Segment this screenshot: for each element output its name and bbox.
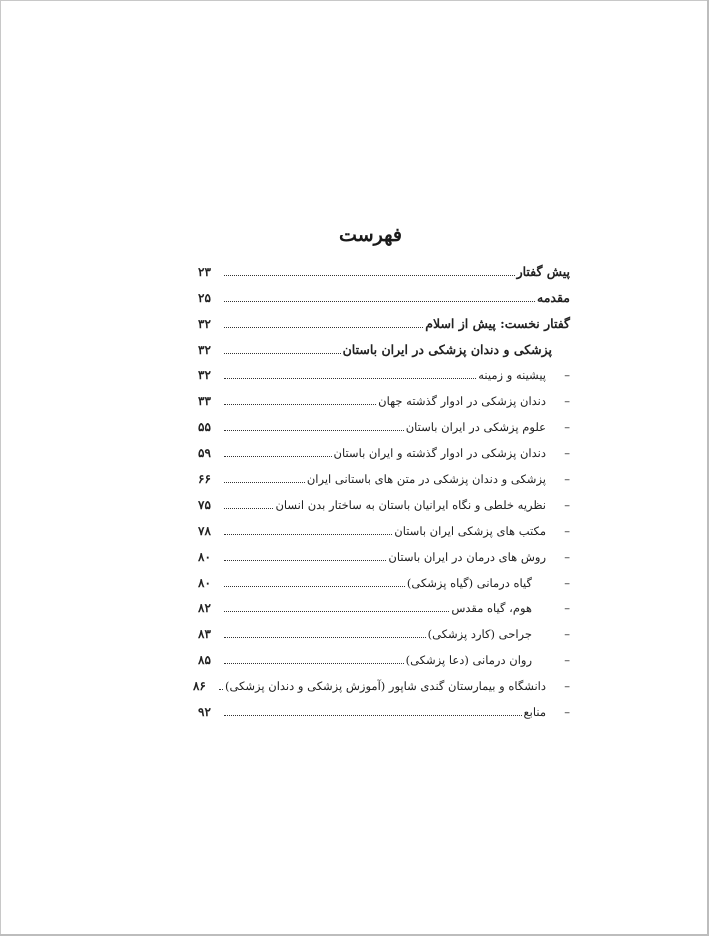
- toc-entry: [192, 667, 570, 694]
- toc-entry-bullet: –: [564, 368, 570, 383]
- toc-entry: [198, 564, 570, 590]
- toc-entry-label: مقدمه: [537, 289, 570, 305]
- toc-entry-bullet: –: [564, 601, 570, 616]
- toc-entry-bullet: –: [564, 420, 570, 435]
- toc-entry-bullet: –: [564, 523, 570, 538]
- toc-entry-label: دانشگاه و بیمارستان گندی شاپور (آموزش پزشکی و دندان پزشکی): [224, 679, 546, 694]
- toc-entry-label: هوم، گیاه مقدس: [451, 601, 532, 616]
- toc-entry-label: دندان پزشکی در ادوار گذشته جهان: [378, 394, 546, 409]
- toc-entry-page-number: ۲۵: [198, 290, 211, 305]
- dot-leader: [224, 637, 426, 638]
- toc-entry-page-number: ۸۰: [198, 575, 211, 590]
- toc-entry-label: پیش گفتار: [516, 263, 570, 279]
- toc-entry: [198, 357, 570, 383]
- dot-leader: [224, 456, 332, 457]
- dot-leader: [224, 534, 392, 535]
- toc-entry-label: مکتب های پزشکی ایران باستان: [394, 523, 546, 538]
- toc-entry-page-number: ۳۳: [198, 394, 211, 409]
- toc-title: فهرست: [339, 224, 402, 246]
- toc-entry-label: پزشکی و دندان پزشکی در ایران باستان: [342, 341, 552, 357]
- toc-entry: [198, 460, 570, 486]
- toc-entry: [198, 434, 570, 460]
- toc-entry-page-number: ۵۵: [198, 420, 211, 435]
- dot-leader: [224, 715, 522, 716]
- toc-entry: [198, 253, 570, 279]
- dot-leader: [224, 353, 341, 354]
- toc-entry: [198, 615, 570, 641]
- toc-entry-label: پزشکی و دندان پزشکی در متن های باستانی ایران: [306, 472, 546, 487]
- toc-entry-bullet: –: [564, 394, 570, 409]
- toc-entry-page-number: ۳۲: [198, 316, 211, 331]
- dot-leader: [224, 275, 515, 276]
- toc-entry: [198, 512, 570, 538]
- dot-leader: [224, 404, 376, 405]
- toc-entry-page-number: ۶۶: [198, 472, 211, 487]
- table-of-contents: [192, 253, 570, 720]
- dot-leader: [224, 482, 305, 483]
- dot-leader: [224, 586, 405, 587]
- toc-entry-bullet: –: [564, 472, 570, 487]
- dot-leader: [224, 430, 404, 431]
- toc-entry-page-number: ۵۹: [198, 446, 211, 461]
- toc-entry-label: پیشینه و زمینه: [478, 368, 546, 383]
- dot-leader: [224, 378, 476, 379]
- toc-entry: [198, 590, 570, 616]
- toc-entry: [198, 693, 570, 719]
- toc-entry-label: نظریه خلطی و نگاه ایرانیان باستان به ساختار بدن انسان: [275, 497, 546, 512]
- toc-entry-label: گفتار نخست: پیش از اسلام: [425, 315, 570, 331]
- toc-entry-bullet: –: [564, 497, 570, 512]
- dot-leader: [219, 689, 223, 690]
- toc-entry-label: روان درمانی (دعا پزشکی): [405, 653, 532, 668]
- toc-entry-bullet: –: [564, 549, 570, 564]
- toc-entry-page-number: ۸۳: [198, 627, 211, 642]
- toc-entry-page-number: ۸۲: [198, 601, 211, 616]
- toc-entry-label: علوم پزشکی در ایران باستان: [405, 420, 546, 435]
- toc-entry: [198, 279, 570, 305]
- toc-entry: [198, 486, 570, 512]
- dot-leader: [224, 560, 386, 561]
- toc-entry-bullet: –: [564, 627, 570, 642]
- toc-entry-bullet: –: [564, 653, 570, 668]
- toc-entry-page-number: ۸۶: [192, 679, 206, 694]
- toc-entry-bullet: –: [564, 679, 570, 694]
- dot-leader: [224, 301, 535, 302]
- toc-entry-bullet: –: [564, 446, 570, 461]
- dot-leader: [224, 508, 273, 509]
- toc-entry-page-number: ۷۸: [198, 523, 211, 538]
- toc-entry: [198, 408, 570, 434]
- toc-entry-label: دندان پزشکی در ادوار گذشته و ایران باستان: [333, 446, 546, 461]
- toc-entry-label: منابع: [523, 705, 546, 720]
- toc-entry-label: روش های درمان در ایران باستان: [388, 549, 546, 564]
- toc-entry-page-number: ۹۲: [198, 705, 211, 720]
- toc-entry-bullet: –: [564, 705, 570, 720]
- toc-entry: [198, 305, 570, 331]
- dot-leader: [224, 611, 449, 612]
- toc-entry-page-number: ۳۲: [198, 342, 211, 357]
- toc-entry: [198, 382, 570, 408]
- dot-leader: [224, 327, 423, 328]
- toc-entry: [198, 331, 570, 357]
- toc-entry-page-number: ۸۵: [198, 653, 211, 668]
- toc-entry: [198, 538, 570, 564]
- toc-entry-page-number: ۳۲: [198, 368, 211, 383]
- toc-entry-label: گیاه درمانی (گیاه پزشکی): [406, 575, 532, 590]
- toc-entry-page-number: ۲۳: [198, 264, 211, 279]
- dot-leader: [224, 663, 404, 664]
- toc-entry-page-number: ۸۰: [198, 549, 211, 564]
- toc-entry: [198, 641, 570, 667]
- toc-entry-label: جراحی (کارد پزشکی): [427, 627, 532, 642]
- toc-entry-bullet: –: [564, 575, 570, 590]
- toc-entry-page-number: ۷۵: [198, 497, 211, 512]
